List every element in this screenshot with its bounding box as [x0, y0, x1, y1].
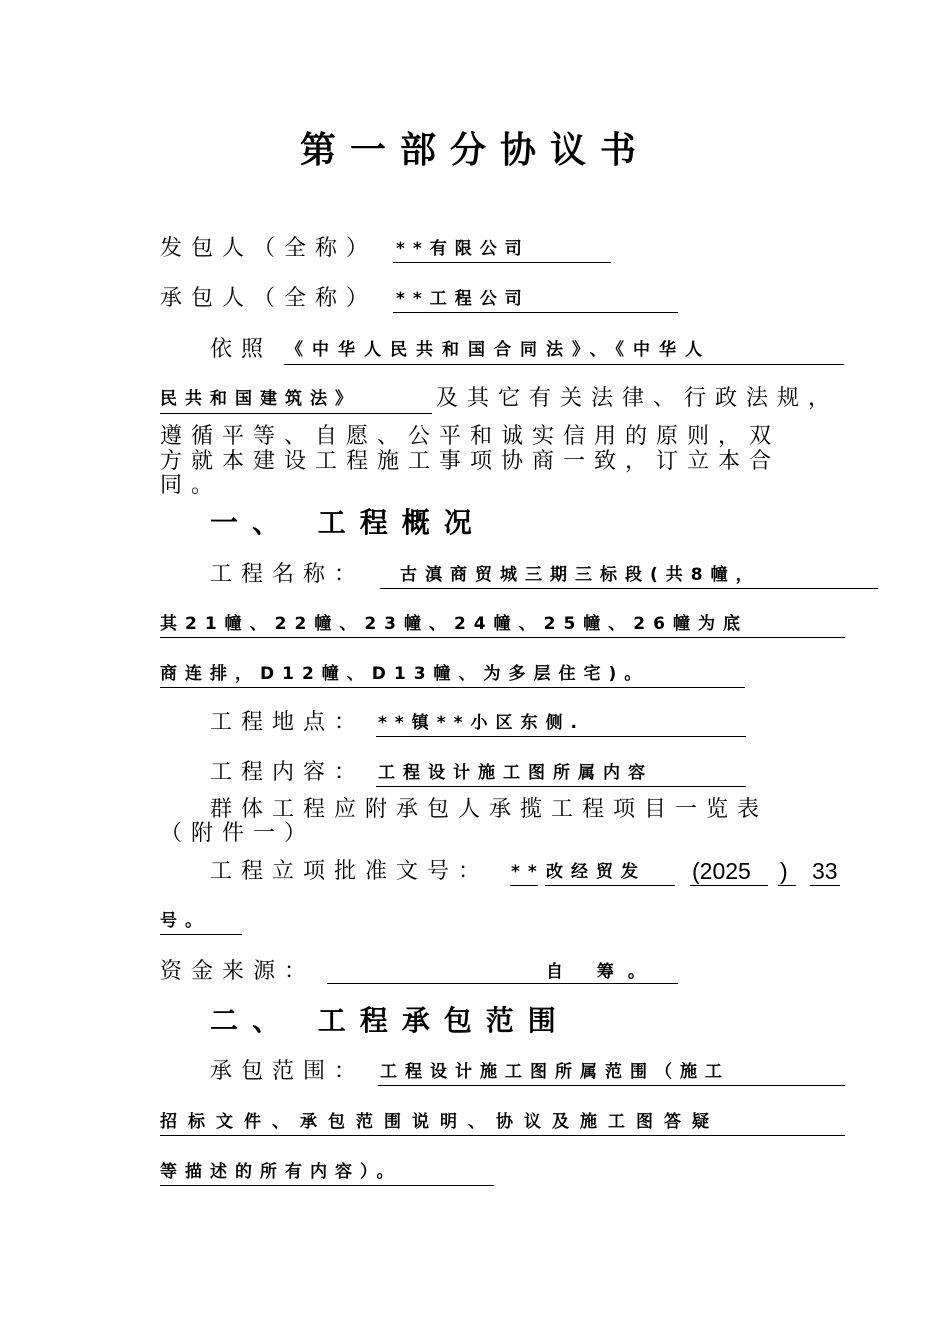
project-name-line2: 其21幢、22幢、23幢、24幢、25幢、26幢为底: [160, 614, 748, 634]
preamble-rest3: 方就本建设工程施工事项协商一致，订立本合: [160, 449, 781, 474]
location-label: 工程地点：: [210, 710, 366, 735]
group-note-line2: （附件一）: [160, 821, 316, 846]
project-name-line3: 商连排，D12幢、D13幢、为多层住宅)。: [160, 664, 650, 684]
funding-value: 自 筹。: [546, 962, 659, 982]
scope-line1: 工程设计施工图所属范围（施工: [380, 1062, 730, 1082]
approval-value-1: **: [511, 862, 545, 882]
scope-label: 承包范围：: [210, 1059, 366, 1084]
preamble-rest4: 同。: [160, 473, 223, 498]
employer-label: 发包人（全称）: [160, 236, 378, 261]
law2-text: 民共和国建筑法》: [160, 389, 360, 409]
approval-value-5: 33: [812, 858, 838, 884]
preamble-rest2: 遵循平等、自愿、公平和诚实信用的原则，双: [160, 424, 781, 449]
location-value: **镇**小区东侧.: [378, 713, 586, 733]
funding-label: 资金来源：: [160, 959, 316, 984]
approval-value-6: 号。: [160, 911, 210, 931]
section2-heading: 二、 工程承包范围: [210, 1004, 570, 1037]
approval-value-4: ): [780, 858, 788, 884]
project-name-line1: 古滇商贸城三期三标段(共8幢，: [400, 565, 761, 585]
approval-value-2: 改经贸发: [546, 862, 646, 882]
content-label: 工程内容：: [210, 760, 366, 785]
project-name-label: 工程名称：: [210, 562, 366, 587]
law1-text: 《中华人民共和国合同法》、《中华人: [286, 340, 711, 360]
preamble-rest1: 及其它有关法律、行政法规，: [436, 386, 840, 411]
scope-line3: 等描述的所有内容）。: [160, 1162, 402, 1182]
scope-line2: 招标文件、承包范围说明、协议及施工图答疑: [160, 1112, 720, 1132]
approval-label: 工程立项批准文号：: [210, 859, 490, 884]
contractor-value: **工程公司: [396, 289, 530, 309]
approval-value-3: (2025: [692, 858, 751, 884]
employer-value: **有限公司: [396, 239, 530, 259]
section1-heading: 一、 工程概况: [210, 506, 486, 539]
content-value: 工程设计施工图所属内容: [378, 763, 653, 783]
contractor-label: 承包人（全称）: [160, 286, 378, 311]
preamble-intro: 依照: [210, 337, 273, 362]
group-note-line1: 群体工程应附承包人承揽工程项目一览表: [210, 797, 769, 822]
document-title: 第一部分协议书: [299, 129, 650, 171]
